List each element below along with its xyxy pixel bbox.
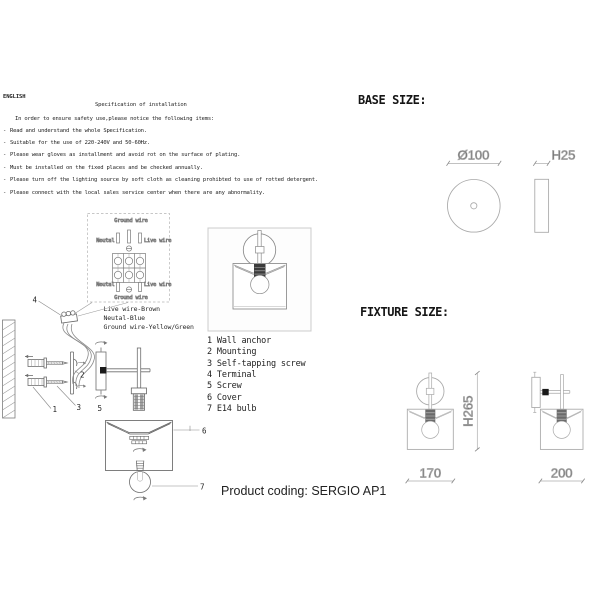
wire-color-legend (104, 305, 195, 331)
fixture-front-width-text: 170 (419, 465, 442, 481)
bullet: - (3, 152, 7, 159)
safety-item (3, 187, 318, 199)
base-height-dim: H25 (551, 147, 576, 163)
language-tag: ENGLISH (3, 94, 26, 100)
safety-item-text: Suitable for the use of 220-240V and 50-60Hz. (10, 139, 151, 146)
callout-6: 6 (202, 426, 207, 436)
wiring-detail-callout (88, 214, 172, 303)
parts-list (207, 336, 305, 415)
part-name: E14 bulb (216, 404, 257, 415)
base-size-heading: BASE SIZE: (358, 93, 427, 107)
bullet: - (3, 164, 7, 171)
callout-4: 4 (32, 295, 38, 305)
safety-item-text: Must be installed on the fixed places and be checked annually. (10, 164, 203, 171)
safety-item (3, 125, 318, 137)
wall-anchor-screw-lower (25, 374, 67, 387)
terminal-block (60, 310, 94, 388)
base-diameter-dim: Ø100 (457, 147, 490, 163)
bullet: - (3, 139, 7, 146)
legend-ground: Ground wire-Yellow/Green (103, 323, 194, 331)
safety-item (3, 149, 318, 161)
fixture-side-view (532, 372, 583, 449)
spec-intro: In order to ensure safety use,please notice the following items: (15, 115, 215, 122)
safety-item-text: Read and understand the whole Specification. (10, 127, 147, 134)
callout-5: 5 (97, 404, 103, 413)
fixture-size-drawing (406, 371, 585, 483)
safety-items-list (3, 125, 318, 200)
fixture-height-text: H265 (460, 395, 476, 427)
part-name: Mounting (216, 347, 257, 358)
legend-live: Live wire-Brown (103, 305, 160, 313)
fixture-front-view (407, 373, 453, 449)
safety-item (3, 174, 318, 186)
legend-neutral: Neutal-Blue (103, 314, 145, 322)
ground-wire-bottom-label: Ground wire (114, 295, 148, 301)
cover-shade (106, 421, 173, 471)
part-row (207, 404, 305, 415)
callout-3: 3 (76, 403, 82, 412)
fixture-side-width-dim (539, 466, 585, 484)
part-num: 2 (207, 347, 212, 358)
safety-item-text: Please wear gloves as installment and avoid rot on the surface of plating. (10, 152, 241, 159)
callout-2: 2 (80, 370, 85, 380)
part-row (207, 381, 305, 392)
mounting-plate-arm (95, 341, 150, 410)
part-num: 6 (207, 392, 212, 403)
part-num: 3 (207, 358, 212, 369)
fixture-size-heading: FIXTURE SIZE: (360, 305, 449, 319)
neutral-top-label: Neutal (96, 238, 115, 244)
callout-1: 1 (52, 405, 58, 414)
part-name: Cover (216, 392, 242, 403)
safety-item-text: Please connect with the local sales service center when there are any abnormality. (10, 189, 266, 196)
part-num: 5 (207, 381, 212, 392)
spec-title: Specification of installation (95, 101, 187, 108)
part-row (207, 347, 305, 358)
bullet: - (3, 127, 7, 134)
wall-anchor-screw-upper (25, 355, 67, 368)
part-row (207, 359, 305, 370)
live-top-label: Live wire (144, 238, 172, 244)
part-name: Terminal (216, 370, 257, 381)
product-coding: Product coding: SERGIO AP1 (221, 484, 387, 498)
ground-wire-top-label: Ground wire (114, 218, 148, 224)
callout-7: 7 (200, 482, 205, 492)
wall-section (3, 320, 16, 418)
part-row (207, 370, 305, 381)
safety-item (3, 162, 318, 174)
bullet: - (3, 189, 7, 196)
part-name: Self-tapping screw (216, 358, 306, 369)
part-name: Wall anchor (216, 336, 272, 346)
neutral-bottom-label: Neutal (96, 282, 115, 288)
lamp-picture-frame (208, 228, 311, 331)
fixture-side-width-text: 200 (550, 465, 573, 481)
part-row (207, 336, 305, 347)
part-row (207, 393, 305, 404)
fixture-height-dim (461, 371, 480, 451)
safety-item-text: Please turn off the lighting source by soft cloth as cleaning prohibted to use of rotted detergent. (10, 177, 319, 184)
part-num: 4 (207, 370, 212, 381)
bullet: - (3, 177, 7, 184)
part-num: 1 (207, 336, 212, 346)
base-size-drawing (447, 148, 576, 233)
part-num: 7 (207, 404, 212, 415)
live-bottom-label: Live wire (144, 282, 172, 288)
part-name: Screw (216, 381, 242, 392)
safety-item (3, 137, 318, 149)
fixture-front-width-dim (406, 466, 455, 484)
